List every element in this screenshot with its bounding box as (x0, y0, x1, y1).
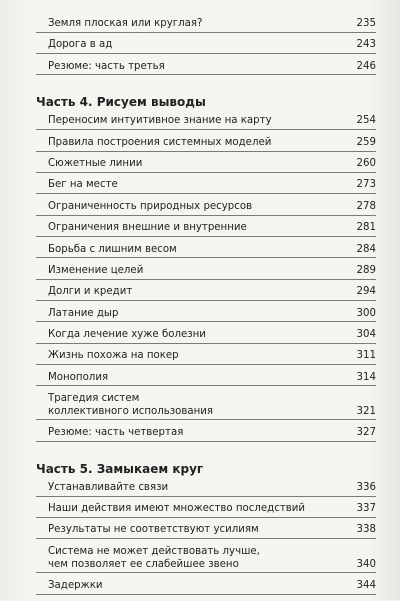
toc-entry-page: 281 (356, 222, 376, 234)
toc-entry-title: Изменение целей (48, 264, 144, 276)
toc-entry-title: Борьба с лишним весом (48, 243, 177, 255)
toc-entry-page: 273 (356, 179, 376, 191)
toc-entry-page: 340 (356, 558, 376, 570)
toc-entry (36, 286, 376, 301)
toc-entry-title: Устанавливайте связи (48, 481, 169, 493)
toc-entry-page: 246 (356, 60, 376, 72)
toc-entry-title: Резюме: часть третья (48, 60, 165, 72)
toc-entry (36, 329, 376, 344)
toc-entry-title: Задержки (48, 579, 103, 591)
toc-entry-title: Наши действия имеют множество последствий (48, 503, 306, 515)
toc-entry (36, 372, 376, 387)
toc-entry-page: 259 (356, 136, 376, 148)
part-heading: Часть 5. Замыкаем круг (36, 461, 204, 476)
toc-entry (36, 524, 376, 539)
toc-entry-title: Ограничения внешние и внутренние (48, 222, 247, 234)
toc-entry (36, 39, 376, 54)
toc-entry (36, 393, 376, 421)
toc-entry (36, 580, 376, 595)
toc-entry (36, 427, 376, 442)
toc-entry (36, 308, 376, 323)
toc-entry-title: Трагедия систем коллективного использования (48, 392, 214, 417)
toc-entry-title: Ограниченность природных ресурсов (48, 200, 253, 212)
toc-entry-page: 284 (356, 243, 376, 255)
toc-entry-title: Дорога в ад (48, 39, 113, 51)
toc-entry-title: Результаты не соответствуют усилиям (48, 524, 259, 536)
toc-entry (36, 222, 376, 237)
toc-entry-title: Когда лечение хуже болезни (48, 328, 206, 340)
toc-entry-page: 304 (356, 328, 376, 340)
toc-entry-title: Бег на месте (48, 179, 118, 191)
toc-entry-page: 294 (356, 286, 376, 298)
toc-entry-page: 314 (356, 371, 376, 383)
toc-entry (36, 18, 376, 33)
toc-entry-title: Сюжетные линии (48, 158, 143, 170)
toc-entry-title: Жизнь похожа на покер (48, 350, 179, 362)
toc-entry-page: 327 (356, 427, 376, 438)
toc-entry-page: 337 (356, 503, 376, 515)
toc-entry-title: Латание дыр (48, 307, 119, 319)
toc-entry (36, 265, 376, 280)
toc-entry (36, 350, 376, 365)
toc-entry-page: 344 (356, 579, 376, 591)
toc-entry-page: 243 (356, 39, 376, 51)
toc-entry-title: Земля плоская или круглая? (48, 18, 203, 29)
toc-entry-page: 338 (356, 524, 376, 536)
toc-entry (36, 482, 376, 497)
toc-entry (36, 201, 376, 216)
toc-entry (36, 137, 376, 152)
toc-entry-title: Переносим интуитивное знание на карту (48, 115, 272, 127)
toc-entry-page: 311 (356, 350, 376, 362)
toc-entry (36, 179, 376, 194)
toc-entry-page: 260 (356, 158, 376, 170)
toc-entry (36, 115, 376, 130)
toc-entry (36, 503, 376, 518)
part-heading: Часть 4. Рисуем выводы (36, 95, 206, 110)
toc-entry-page: 278 (356, 200, 376, 212)
table-of-contents (36, 18, 376, 601)
toc-entry (36, 546, 376, 574)
toc-entry-title: Монополия (48, 371, 109, 383)
toc-entry-title: Правила построения системных моделей (48, 136, 272, 148)
toc-entry-title: Резюме: часть четвертая (48, 427, 184, 438)
toc-entry-page: 254 (356, 115, 376, 127)
toc-entry-title: Система не может действовать лучше, чем позволяет ее слабейшее звено (48, 545, 260, 570)
toc-entry-page: 300 (356, 307, 376, 319)
toc-entry-page: 336 (356, 481, 376, 493)
toc-entry-page: 235 (356, 18, 376, 29)
toc-entry-title: Долги и кредит (48, 286, 133, 298)
toc-entry (36, 244, 376, 259)
toc-entry-page: 289 (356, 264, 376, 276)
toc-entry (36, 158, 376, 173)
toc-entry-page: 321 (356, 405, 376, 417)
toc-entry (36, 61, 376, 76)
